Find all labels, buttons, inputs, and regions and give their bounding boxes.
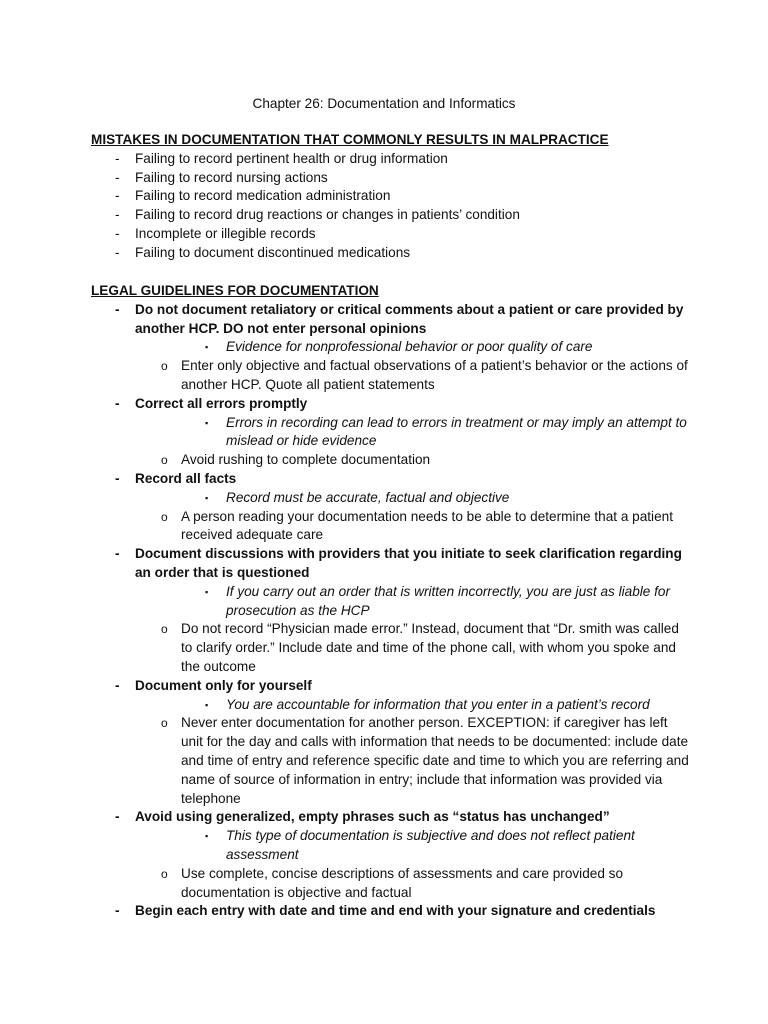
- dash-bullet: -: [115, 207, 120, 223]
- dash-bullet: -: [115, 225, 120, 241]
- dash-bullet: -: [115, 395, 120, 411]
- circle-bullet: o: [161, 622, 168, 637]
- legal-heading: LEGAL GUIDELINES FOR DOCUMENTATION: [91, 283, 379, 298]
- dash-bullet: -: [115, 809, 120, 825]
- guideline-item: - Do not document retaliatory or critical comments about a patient or care provided by another HCP. DO not enter personal opinions: [115, 301, 684, 336]
- guideline-detail: o A person reading your documentation needs to be able to determine that a patient received adequate care: [161, 508, 673, 543]
- legal-section: [91, 282, 691, 921]
- square-bullet: ▪: [205, 417, 209, 428]
- guideline-item: - Begin each entry with date and time and end with your signature and credentials: [91, 902, 691, 921]
- guideline-item: - Avoid using generalized, empty phrases such as “status has unchanged”: [91, 808, 691, 827]
- dash-bullet: -: [115, 903, 120, 919]
- guideline-rationale: ▪ Errors in recording can lead to errors in treatment or may imply an attempt to mislead or hide evidence: [205, 414, 687, 449]
- guideline-item: - Correct all errors promptly: [91, 395, 691, 414]
- list-item: - Incomplete or illegible records: [91, 225, 691, 244]
- guideline-rationale: ▪ Evidence for nonprofessional behavior or poor quality of care: [91, 338, 691, 357]
- dash-bullet: -: [115, 150, 120, 166]
- circle-bullet: o: [161, 866, 168, 881]
- square-bullet: ▪: [205, 586, 209, 597]
- guideline-rationale: ▪ Record must be accurate, factual and objective: [91, 489, 691, 508]
- dash-bullet: -: [115, 169, 120, 185]
- square-bullet: ▪: [205, 492, 209, 503]
- guideline-detail: o Enter only objective and factual observations of a patient’s behavior or the actions of another HCP. Quote all patient statements: [161, 358, 688, 392]
- guideline-rationale: ▪ This type of documentation is subjective and does not reflect patient assessment: [205, 828, 635, 862]
- guideline-detail: o Avoid rushing to complete documentation: [91, 451, 691, 470]
- list-item: - Failing to record medication administration: [91, 187, 691, 206]
- dash-bullet: -: [115, 677, 120, 693]
- list-item: - Failing to record drug reactions or changes in patients’ condition: [91, 206, 691, 225]
- square-bullet: ▪: [205, 699, 209, 710]
- list-item: - Failing to record nursing actions: [91, 169, 691, 188]
- guideline-rationale: ▪ If you carry out an order that is written incorrectly, you are just as liable for prosecution as the HCP: [205, 583, 671, 618]
- guideline-detail: o Do not record “Physician made error.” Instead, document that “Dr. smith was called to clarify order.” Include date and time of the phone call, with whom you spoke and the outcome: [161, 621, 679, 674]
- guideline-item: - Document only for yourself: [91, 677, 691, 696]
- mistakes-section: [91, 131, 691, 263]
- page-title: Chapter 26: Documentation and Informatics: [252, 96, 516, 111]
- circle-bullet: o: [161, 453, 168, 468]
- guideline-item: - Document discussions with providers that you initiate to seek clarification regarding an order that is questioned: [115, 546, 682, 580]
- guideline-item: - Record all facts: [91, 470, 691, 489]
- dash-bullet: -: [115, 244, 120, 260]
- dash-bullet: -: [115, 301, 120, 317]
- guideline-detail: o Use complete, concise descriptions of assessments and care provided so documentation is objective and factual: [161, 865, 624, 900]
- list-item: - Failing to record pertinent health or drug information: [91, 150, 691, 169]
- mistakes-heading: MISTAKES IN DOCUMENTATION THAT COMMONLY RESULTS IN MALPRACTICE: [91, 132, 609, 147]
- circle-bullet: o: [161, 359, 168, 374]
- dash-bullet: -: [115, 470, 120, 486]
- guideline-rationale: ▪ You are accountable for information that you enter in a patient’s record: [91, 696, 691, 715]
- square-bullet: ▪: [205, 342, 209, 353]
- dash-bullet: -: [115, 546, 120, 562]
- circle-bullet: o: [161, 716, 168, 731]
- circle-bullet: o: [161, 509, 168, 524]
- guideline-detail: o Never enter documentation for another person. EXCEPTION: if caregiver has left unit for the day and calls with information that needs to be documented: include date and time of entry and reference specific date and time to which you are referring and name of source of information in entry; include that information was provided via telephone: [161, 715, 689, 806]
- list-item: - Failing to document discontinued medications: [91, 244, 691, 263]
- square-bullet: ▪: [205, 831, 209, 842]
- dash-bullet: -: [115, 188, 120, 204]
